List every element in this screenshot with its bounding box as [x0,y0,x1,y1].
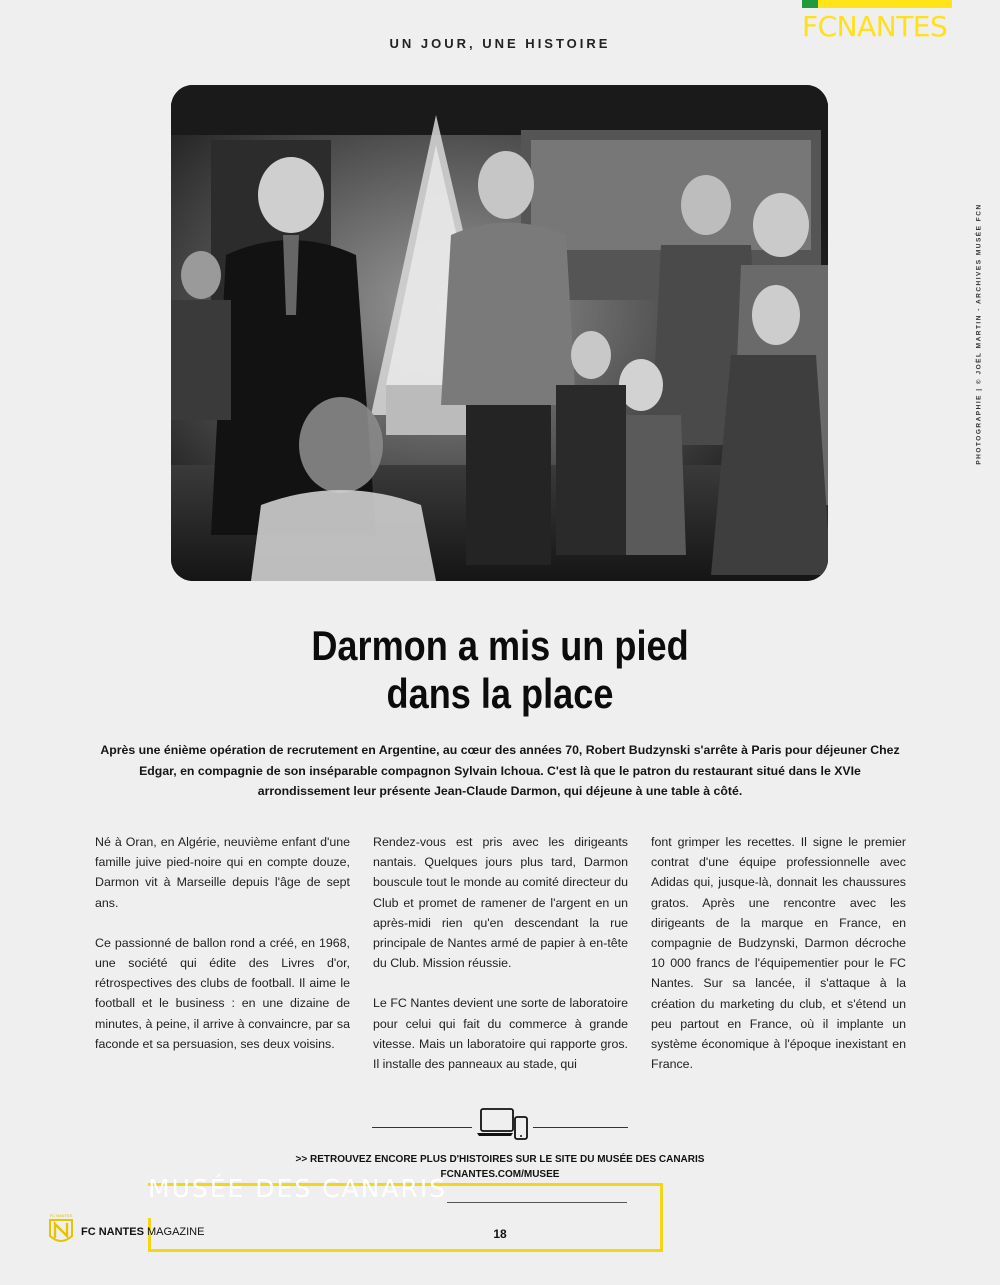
paragraph: Ce passionné de ballon rond a créé, en 1968, une société qui édite des Livres d'or, rétrospectives des clubs de football. Il aime le football et le business : en une dizaine de minutes, à peine, il arrive à convaincre, par sa faconde et sa persuasion, ses deux voisins. [95,935,350,1051]
paragraph: Le FC Nantes devient une sorte de laboratoire pour celui qui fait du commerce à grande vitesse. Mais un laboratoire qui rapporte gros. Il installe des panneaux au stade, qui [373,996,628,1072]
brand-logo [802,0,952,42]
divider-right [533,1127,628,1128]
paragraph: font grimper les recettes. Il signe le premier contrat d'une équipe professionnelle avec Adidas qui, jusque-là, donnait les chaussures gratos. Après une rencontre avec les dirigeants de la marque en France, en compagnie de Budzynski, Darmon décroche 10 000 francs de l'équipementier pour le FC Nantes. Sur sa lancée, il s'attaque à la création du marketing du club, et s'étend un peu partout en France, où il implante un système économique à l'époque inexistant en France. [651,835,906,1072]
magazine-brand [81,1226,204,1238]
paragraph: Né à Oran, en Algérie, neuvième enfant d'une famille juive pied-noire qui en compte douze, Darmon vit à Marseille depuis l'âge de sept ans. [95,835,350,910]
musee-label: MUSÉE DES CANARIS [148,1174,448,1203]
fc-nantes-crest-icon [48,1212,74,1248]
brand-bold: FC NANTES [81,1226,144,1238]
divider-left [372,1127,472,1128]
brand-name: FCNANTES [802,10,948,43]
photo-credit [972,205,986,463]
archive-photo [171,85,828,581]
promo-line-1: >> RETROUVEZ ENCORE PLUS D'HISTOIRES SUR LE SITE DU MUSÉE DES CANARIS [295,1154,705,1165]
page-number: 18 [493,1227,507,1241]
article-column-3 [651,832,906,1094]
article-column-1 [95,832,350,1074]
headline-line-1: Darmon a mis un pied [311,622,689,669]
article-column-2 [373,832,628,1094]
svg-text:FC NANTES: FC NANTES [49,1213,73,1218]
laptop-phone-icon [477,1108,529,1142]
brand-rest: MAGAZINE [143,1226,205,1238]
article-headline [70,622,930,718]
photo-credit-text: PHOTOGRAPHIE | © JOËL MARTIN - ARCHIVES MUSÉE FCN [975,203,983,465]
headline-line-2: dans la place [386,670,614,717]
paragraph: Rendez-vous est pris avec les dirigeants nantais. Quelques jours plus tard, Darmon bouscule tout le monde au comité directeur du Club et promet de ramener de l'argent en un après-midi rien qu'en descendant la rue principale de Nantes armé de papier à en-tête du Club. Mission réussie. [373,835,628,971]
section-label: UN JOUR, UNE HISTOIRE [389,36,611,51]
promo-url[interactable]: FCNANTES.COM/MUSEE [440,1169,560,1180]
brand-color-stripe [802,0,952,8]
article-lede: Après une énième opération de recrutement en Argentine, au cœur des années 70, Robert Budzynski s'arrête à Paris pour déjeuner Chez Edgar, en compagnie de son inséparable compagnon Sylvain Ichoua. C'est là que le patron du restaurant situé dans le XVIe arrondissement leur présente Jean-Claude Darmon, qui déjeune à une table à côté. [100,743,900,798]
